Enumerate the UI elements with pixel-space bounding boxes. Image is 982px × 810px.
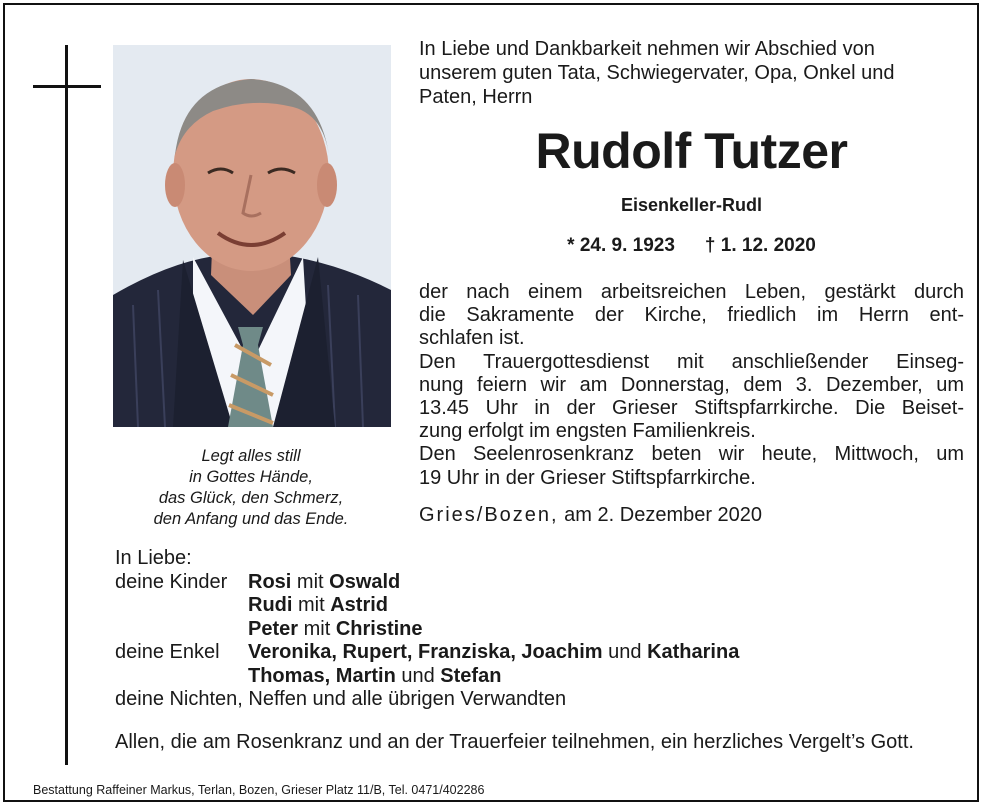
portrait-photo: [113, 45, 391, 427]
grandchildren-label: deine Enkel: [115, 641, 220, 663]
place: Gries/Bozen,: [419, 504, 559, 526]
death-date: † 1. 12. 2020: [704, 235, 816, 256]
text-line: schlafen ist.: [419, 327, 525, 350]
intro-line: In Liebe und Dankbarkeit nehmen wir Abschied von: [419, 38, 875, 60]
thanks-text: Allen, die am Rosenkranz und an der Trauerfeier teilnehmen, ein herzliches Vergelt’s Gott.: [115, 731, 914, 753]
text-line: 19 Uhr in der Grieser Stiftspfarrkirche.: [419, 466, 756, 489]
text-line: Den Trauergottesdienst mit anschließender Einseg-: [419, 350, 964, 373]
life-dates: [419, 233, 964, 259]
mourners-heading: In Liebe:: [115, 547, 192, 569]
cross-icon-bar: [33, 85, 101, 88]
children-label: deine Kinder: [115, 570, 228, 593]
text-line: 13.45 Uhr in der Grieser Stiftspfarrkirche. Die Beiset-: [419, 397, 964, 420]
text-line: zung erfolgt im engsten Familienkreis.: [419, 420, 756, 443]
announcement-text: [419, 281, 964, 490]
children-row: Rudi mit Astrid: [248, 594, 389, 616]
cross-icon: [65, 45, 68, 765]
notice-date: am 2. Dezember 2020: [564, 504, 763, 526]
text-line: nung feiern wir am Donnerstag, dem 3. Dezember, um: [419, 373, 964, 396]
portrait-illustration: [113, 45, 391, 427]
children-row: Peter mit Christine: [248, 617, 423, 640]
poem-line: Legt alles still: [201, 447, 301, 465]
funeral-home-footer: Bestattung Raffeiner Markus, Terlan, Bozen, Grieser Platz 11/B, Tel. 0471/402286: [33, 783, 485, 797]
deceased-name: Rudolf Tutzer: [535, 123, 848, 179]
poem-line: in Gottes Hände,: [189, 468, 313, 486]
intro-text: [419, 37, 964, 109]
poem-line: das Glück, den Schmerz,: [158, 489, 344, 507]
obituary-notice: [3, 3, 979, 802]
text-line: die Sakramente der Kirche, friedlich im Herrn ent-: [419, 304, 964, 327]
relatives-row: deine Nichten, Neffen und alle übrigen Verwandten: [115, 688, 567, 710]
birth-date: * 24. 9. 1923: [567, 235, 675, 256]
intro-line: Paten, Herrn: [419, 86, 533, 108]
children-row: deine Kinder Rosi mit Oswald: [115, 570, 401, 593]
grandchildren-row: Thomas, Martin und Stefan: [248, 664, 502, 687]
poem: [115, 446, 387, 530]
mourners-list: [115, 547, 975, 712]
text-line: Den Seelenrosenkranz beten wir heute, Mittwoch, um: [419, 443, 964, 466]
deceased-nickname: Eisenkeller-Rudl: [620, 195, 763, 215]
place-date: [419, 503, 762, 527]
grandchildren-row: deine Enkel Veronika, Rupert, Franziska, Joachim und Katharina: [115, 641, 740, 663]
intro-line: unserem guten Tata, Schwiegervater, Opa, Onkel und: [419, 62, 895, 84]
poem-line: den Anfang und das Ende.: [153, 510, 349, 528]
text-line: der nach einem arbeitsreichen Leben, gestärkt durch: [419, 281, 964, 303]
